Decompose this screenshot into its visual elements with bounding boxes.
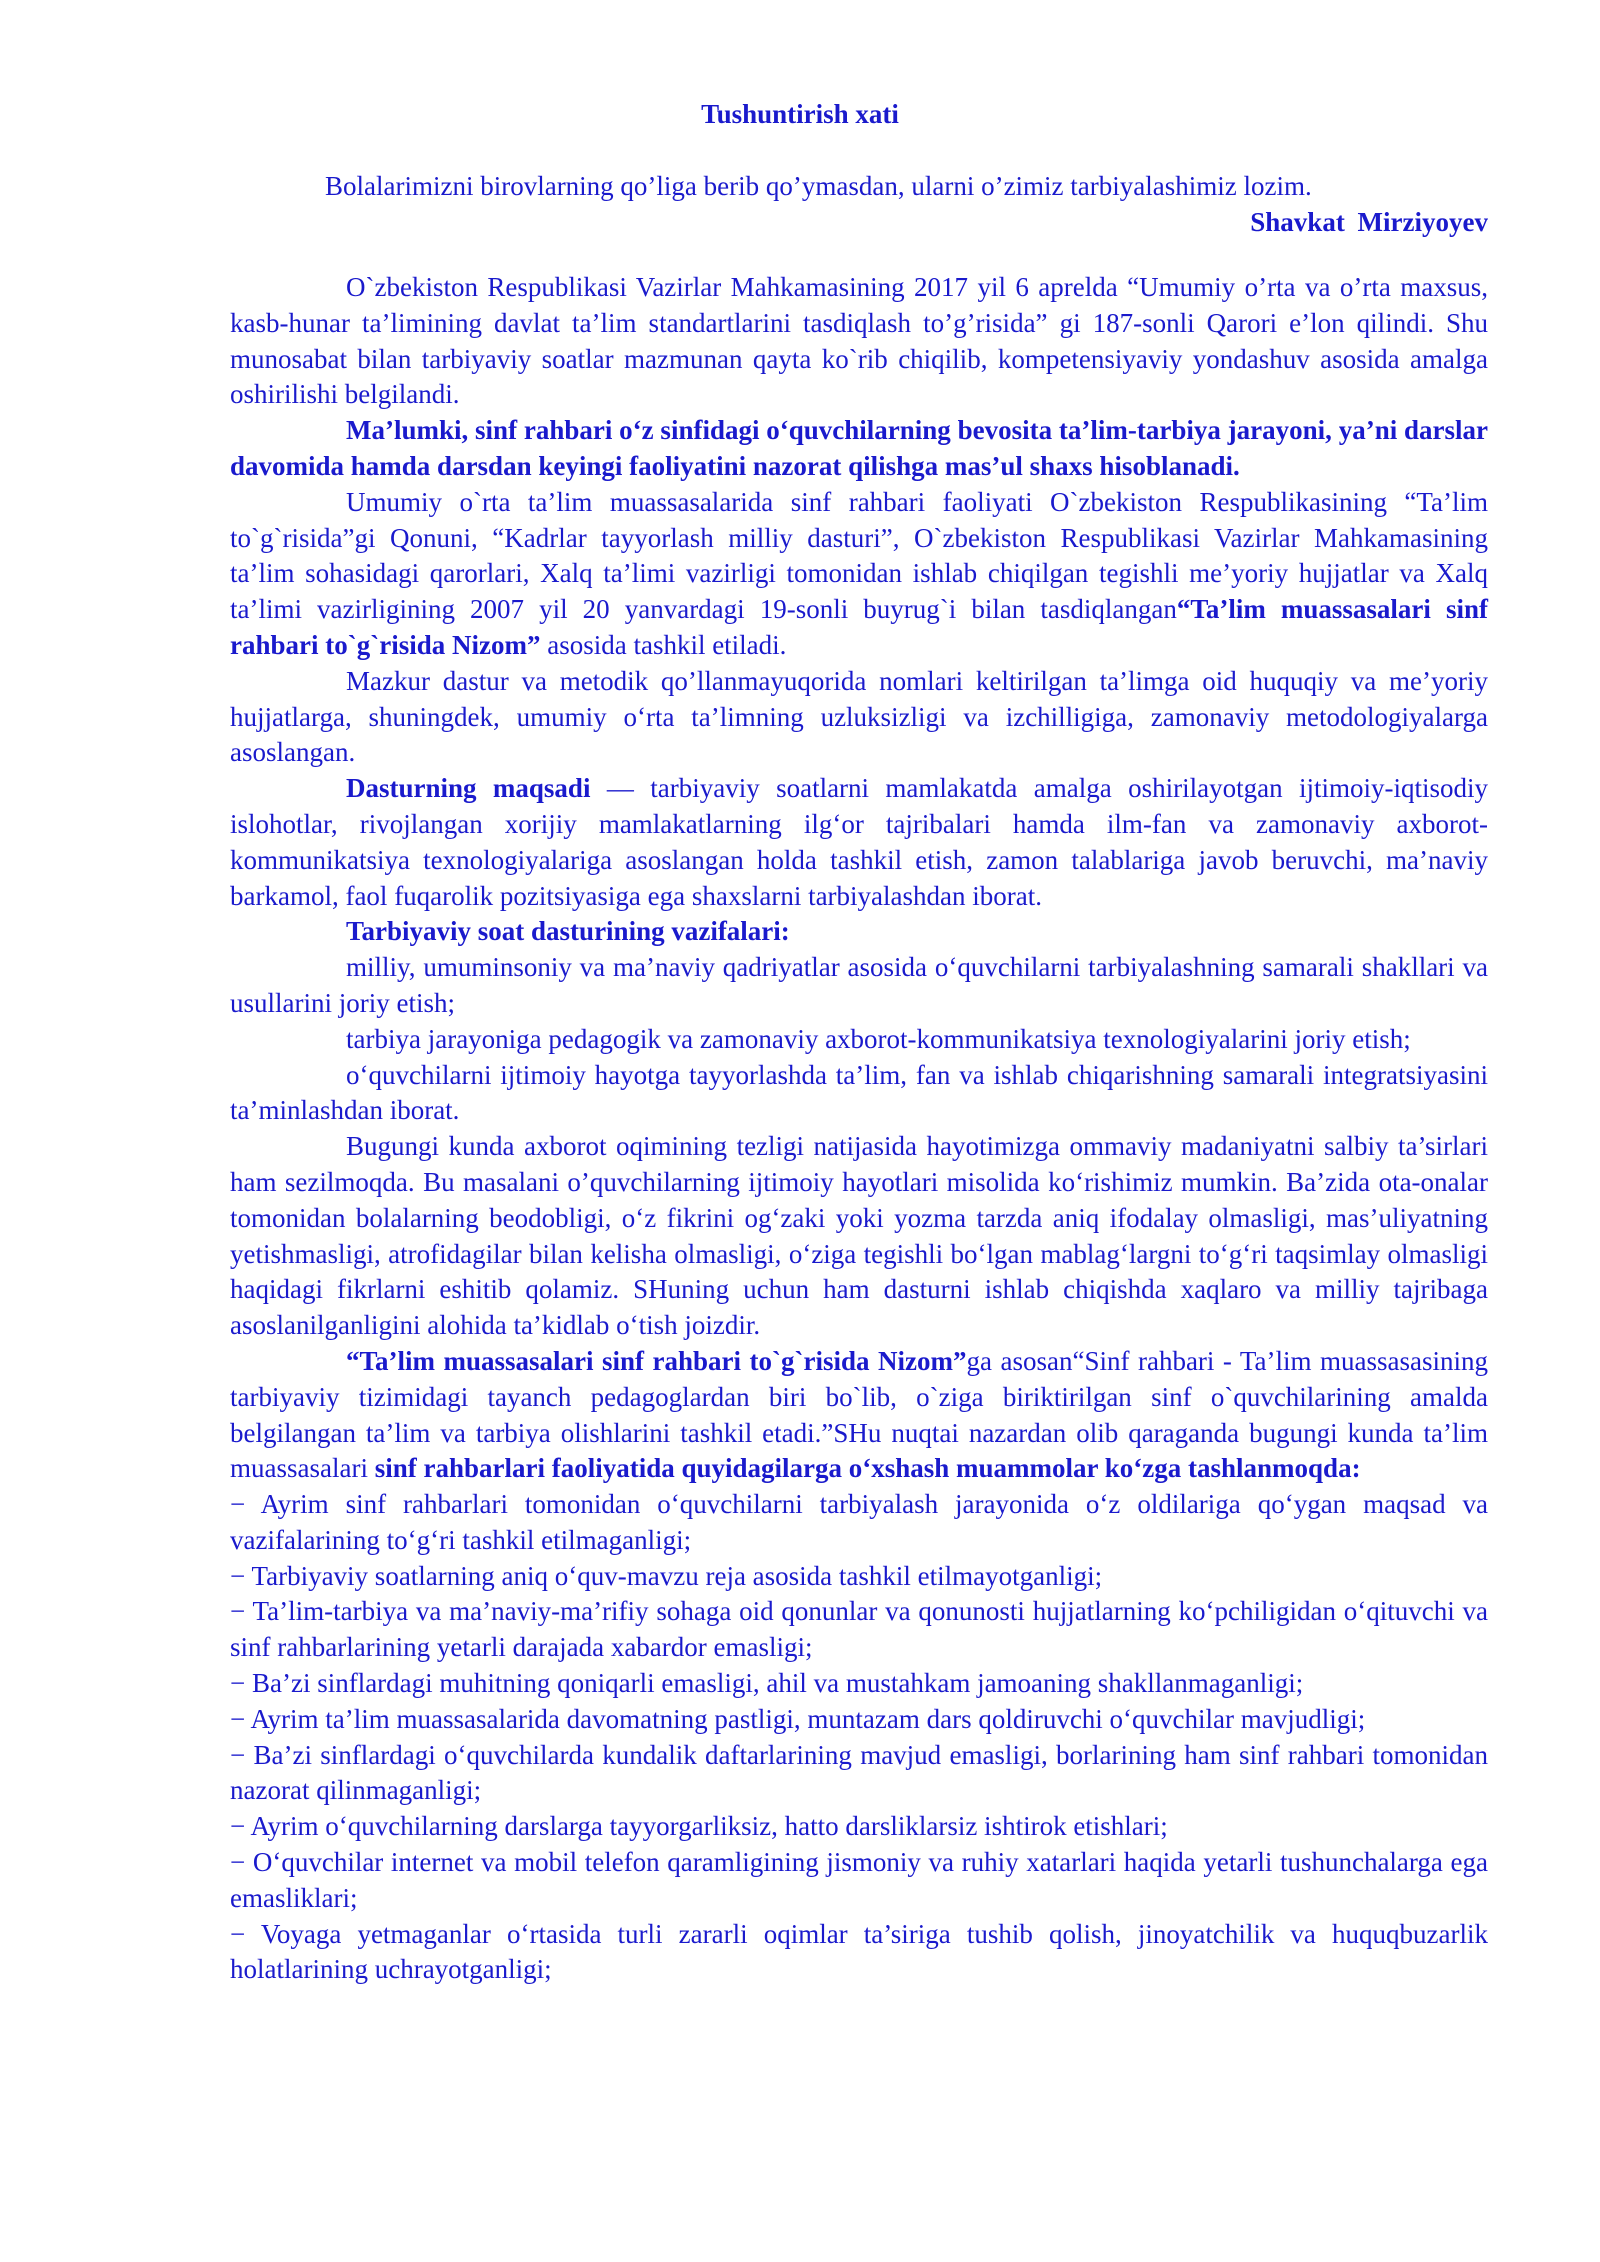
- problem-item: − Tarbiyaviy soatlarning aniq o‘quv-mavzu reja asosida tashkil etilmayotganligi;: [230, 1560, 1103, 1591]
- paragraph-intro: O`zbekiston Respublikasi Vazirlar Mahkamasining 2017 yil 6 aprelda “Umumiy o’rta va o’rta maxsus, kasb-hunar ta’limining davlat ta’lim standartlarini tasdiqlash to’g’risida” gi 187-sonli Qarori e’lon qilindi. Shu munosabat bilan tarbiyaviy soatlar mazmunan qayta ko`rib chiqilib, kompetensiyaviy yondashuv asosida amalga oshirilishi belgilandi.: [230, 272, 1488, 410]
- paragraph-nizom-definition: [230, 1344, 1488, 1487]
- epigraph-quote: Bolalarimizni birovlarning qo’liga berib qo’ymasdan, ularni o’zimiz tarbiyalashimiz lozim.: [325, 171, 1312, 201]
- paragraph-class-teacher-role: Ma’lumki, sinf rahbari o‘z sinfidagi o‘quvchilarning bevosita ta’lim-tarbiya jarayoni, ya’ni darslar davomida hamda darsdan keyingi faoliyatini nazorat qilishga mas’ul shaxs hisoblanadi.: [230, 415, 1488, 481]
- paragraph-legal-basis: [230, 485, 1488, 664]
- nizom-title-2: “Ta’lim muassasalari sinf rahbari to`g`risida Nizom”: [346, 1345, 967, 1376]
- program-goal-text: — tarbiyaviy soatlarni mamlakatda amalga oshirilayotgan ijtimoiy-iqtisodiy islohotlar, rivojlangan xorijiy mamlakatlarning ilg‘or tajribalari hamda ilm-fan va zamonaviy axborot-kommunikatsiya texnologiyalariga asoslangan holda tashkil etish, zamon talablariga javob beruvchi, ma’naviy barkamol, faol fuqarolik pozitsiyasiga ega shaxslarni tarbiyalashdan iborat.: [230, 773, 1488, 911]
- task-item: o‘quvchilarni ijtimoiy hayotga tayyorlashda ta’lim, fan va ishlab chiqarishning samarali integratsiyasini ta’minlashdan iborat.: [230, 1059, 1488, 1126]
- problem-item: − Ayrim o‘quvchilarning darslarga tayyorgarliksiz, hatto darsliklarsiz ishtirok etishlari;: [230, 1811, 1168, 1842]
- paragraph-media-influence: Bugungi kunda axborot oqimining tezligi natijasida hayotimizga ommaviy madaniyatni salbiy ta’sirlari ham sezilmoqda. Bu masalani o’quvchilarning ijtimoiy hayotlari misolida ko‘rishimiz mumkin. Ba’zida ota-onalar tomonidan bolalarning beodobligi, o‘z fikrini og‘zaki yoki yozma tarzda aniq ifodalay olmasligi, mas’uliyatning yetishmasligi, atrofidagilar bilan kelisha olmasligi, o‘ziga tegishli bo‘lgan mablag‘largni to‘g‘ri taqsimlay olmasligi haqidagi fikrlarni eshitib qolamiz. SHuning uchun ham dasturni ishlab chiqishda xaqlaro va milliy tajribaga asoslanilganligini alohida ta’kidlab o‘tish joizdir.: [230, 1131, 1488, 1341]
- problem-item: − Voyaga yetmaganlar o‘rtasida turli zararli oqimlar ta’siriga tushib qolish, jinoyatchilik va huquqbuzarlik holatlarining uchrayotganligi;: [230, 1918, 1488, 1985]
- task-item: milliy, umuminsoniy va ma’naviy qadriyatlar asosida o‘quvchilarni tarbiyalashning samarali shakllari va usullarini joriy etish;: [230, 952, 1488, 1018]
- task-item: tarbiya jarayoniga pedagogik va zamonaviy axborot-kommunikatsiya texnologiyalarini joriy etish;: [346, 1023, 1411, 1054]
- document-body: [230, 270, 1488, 1988]
- problem-item: − Ayrim ta’lim muassasalarida davomatning pastligi, muntazam dars qoldiruvchi o‘quvchilar mavjudligi;: [230, 1703, 1366, 1734]
- problem-item: − Ayrim sinf rahbarlari tomonidan o‘quvchilarni tarbiyalash jarayonida o‘z oldilariga qo‘ygan maqsad va vazifalarining to‘g‘ri tashkil etilmaganligi;: [230, 1489, 1488, 1555]
- problem-item: − Ba’zi sinflardagi o‘quvchilarda kundalik daftarlarining mavjud emasligi, borlarining ham sinf rahbari tomonidan nazorat qilinmaganligi;: [230, 1739, 1488, 1806]
- nizom-title: “Ta’lim muassasalari sinf rahbari to`g`risida Nizom”: [230, 594, 1488, 660]
- paragraph-methodology: Mazkur dastur va metodik qo’llanmayuqorida nomlari keltirilgan ta’limga oid huquqiy va me’yoriy hujjatlarga, shuningdek, umumiy o‘rta ta’limning uzluksizligi va izchilligiga, zamonaviy metodologiyalarga asoslangan.: [230, 665, 1488, 768]
- nizom-definition-text: ga asosan“Sinf rahbari - Ta’lim muassasasining tarbiyaviy tizimidagi tayanch pedagoglardan biri bo`lib, o`ziga biriktirilgan sinf o`quvchilarining amalda belgilangan ta’lim va tarbiya olishlarini tashkil etadi.”SHu nuqtai nazardan olib qaraganda bugungi kunda ta’lim muassasalari: [230, 1345, 1488, 1484]
- problems-intro: sinf rahbarlari faoliyatida quyidagilarga o‘xshash muammolar ko‘zga tashlanmoqda:: [374, 1453, 1361, 1484]
- document-title: Tushuntirish xati: [701, 99, 899, 129]
- tasks-heading: Tarbiyaviy soat dasturining vazifalari:: [346, 916, 790, 947]
- program-goal-label: Dasturning maqsadi: [346, 773, 591, 804]
- problem-item: − Ba’zi sinflardagi muhitning qoniqarli emasligi, ahil va mustahkam jamoaning shakllanmaganligi;: [230, 1668, 1304, 1699]
- problem-item: − Ta’lim-tarbiya va ma’naviy-ma’rifiy sohaga oid qonunlar va qonunosti hujjatlarning ko‘pchiligidan o‘qituvchi va sinf rahbarlarining yetarli darajada xabardor emasligi;: [230, 1596, 1488, 1663]
- epigraph-author: Shavkat Mirziyoyev: [1250, 207, 1488, 237]
- legal-basis-text: Umumiy o`rta ta’lim muassasalarida sinf rahbari faoliyati O`zbekiston Respublikasining “Ta’lim to`g`risida”gi Qonuni, “Kadrlar tayyorlash milliy dasturi”, O`zbekiston Respublikasi Vazirlar Mahkamasining ta’lim sohasidagi qarorlari, Xalq ta’limi vazirligi tomonidan ishlab chiqilgan tegishli me’yoriy hujjatlar va Xalq ta’limi vazirligining 2007 yil 20 yanvardagi 19-sonli buyrug`i bilan tasdiqlangan: [230, 486, 1488, 625]
- legal-basis-tail: asosida tashkil etiladi.: [540, 629, 787, 660]
- problem-item: − O‘quvchilar internet va mobil telefon qaramligining jismoniy va ruhiy xatarlari haqida yetarli tushunchalarga ega emasliklari;: [230, 1847, 1488, 1913]
- paragraph-program-goal: [230, 771, 1488, 914]
